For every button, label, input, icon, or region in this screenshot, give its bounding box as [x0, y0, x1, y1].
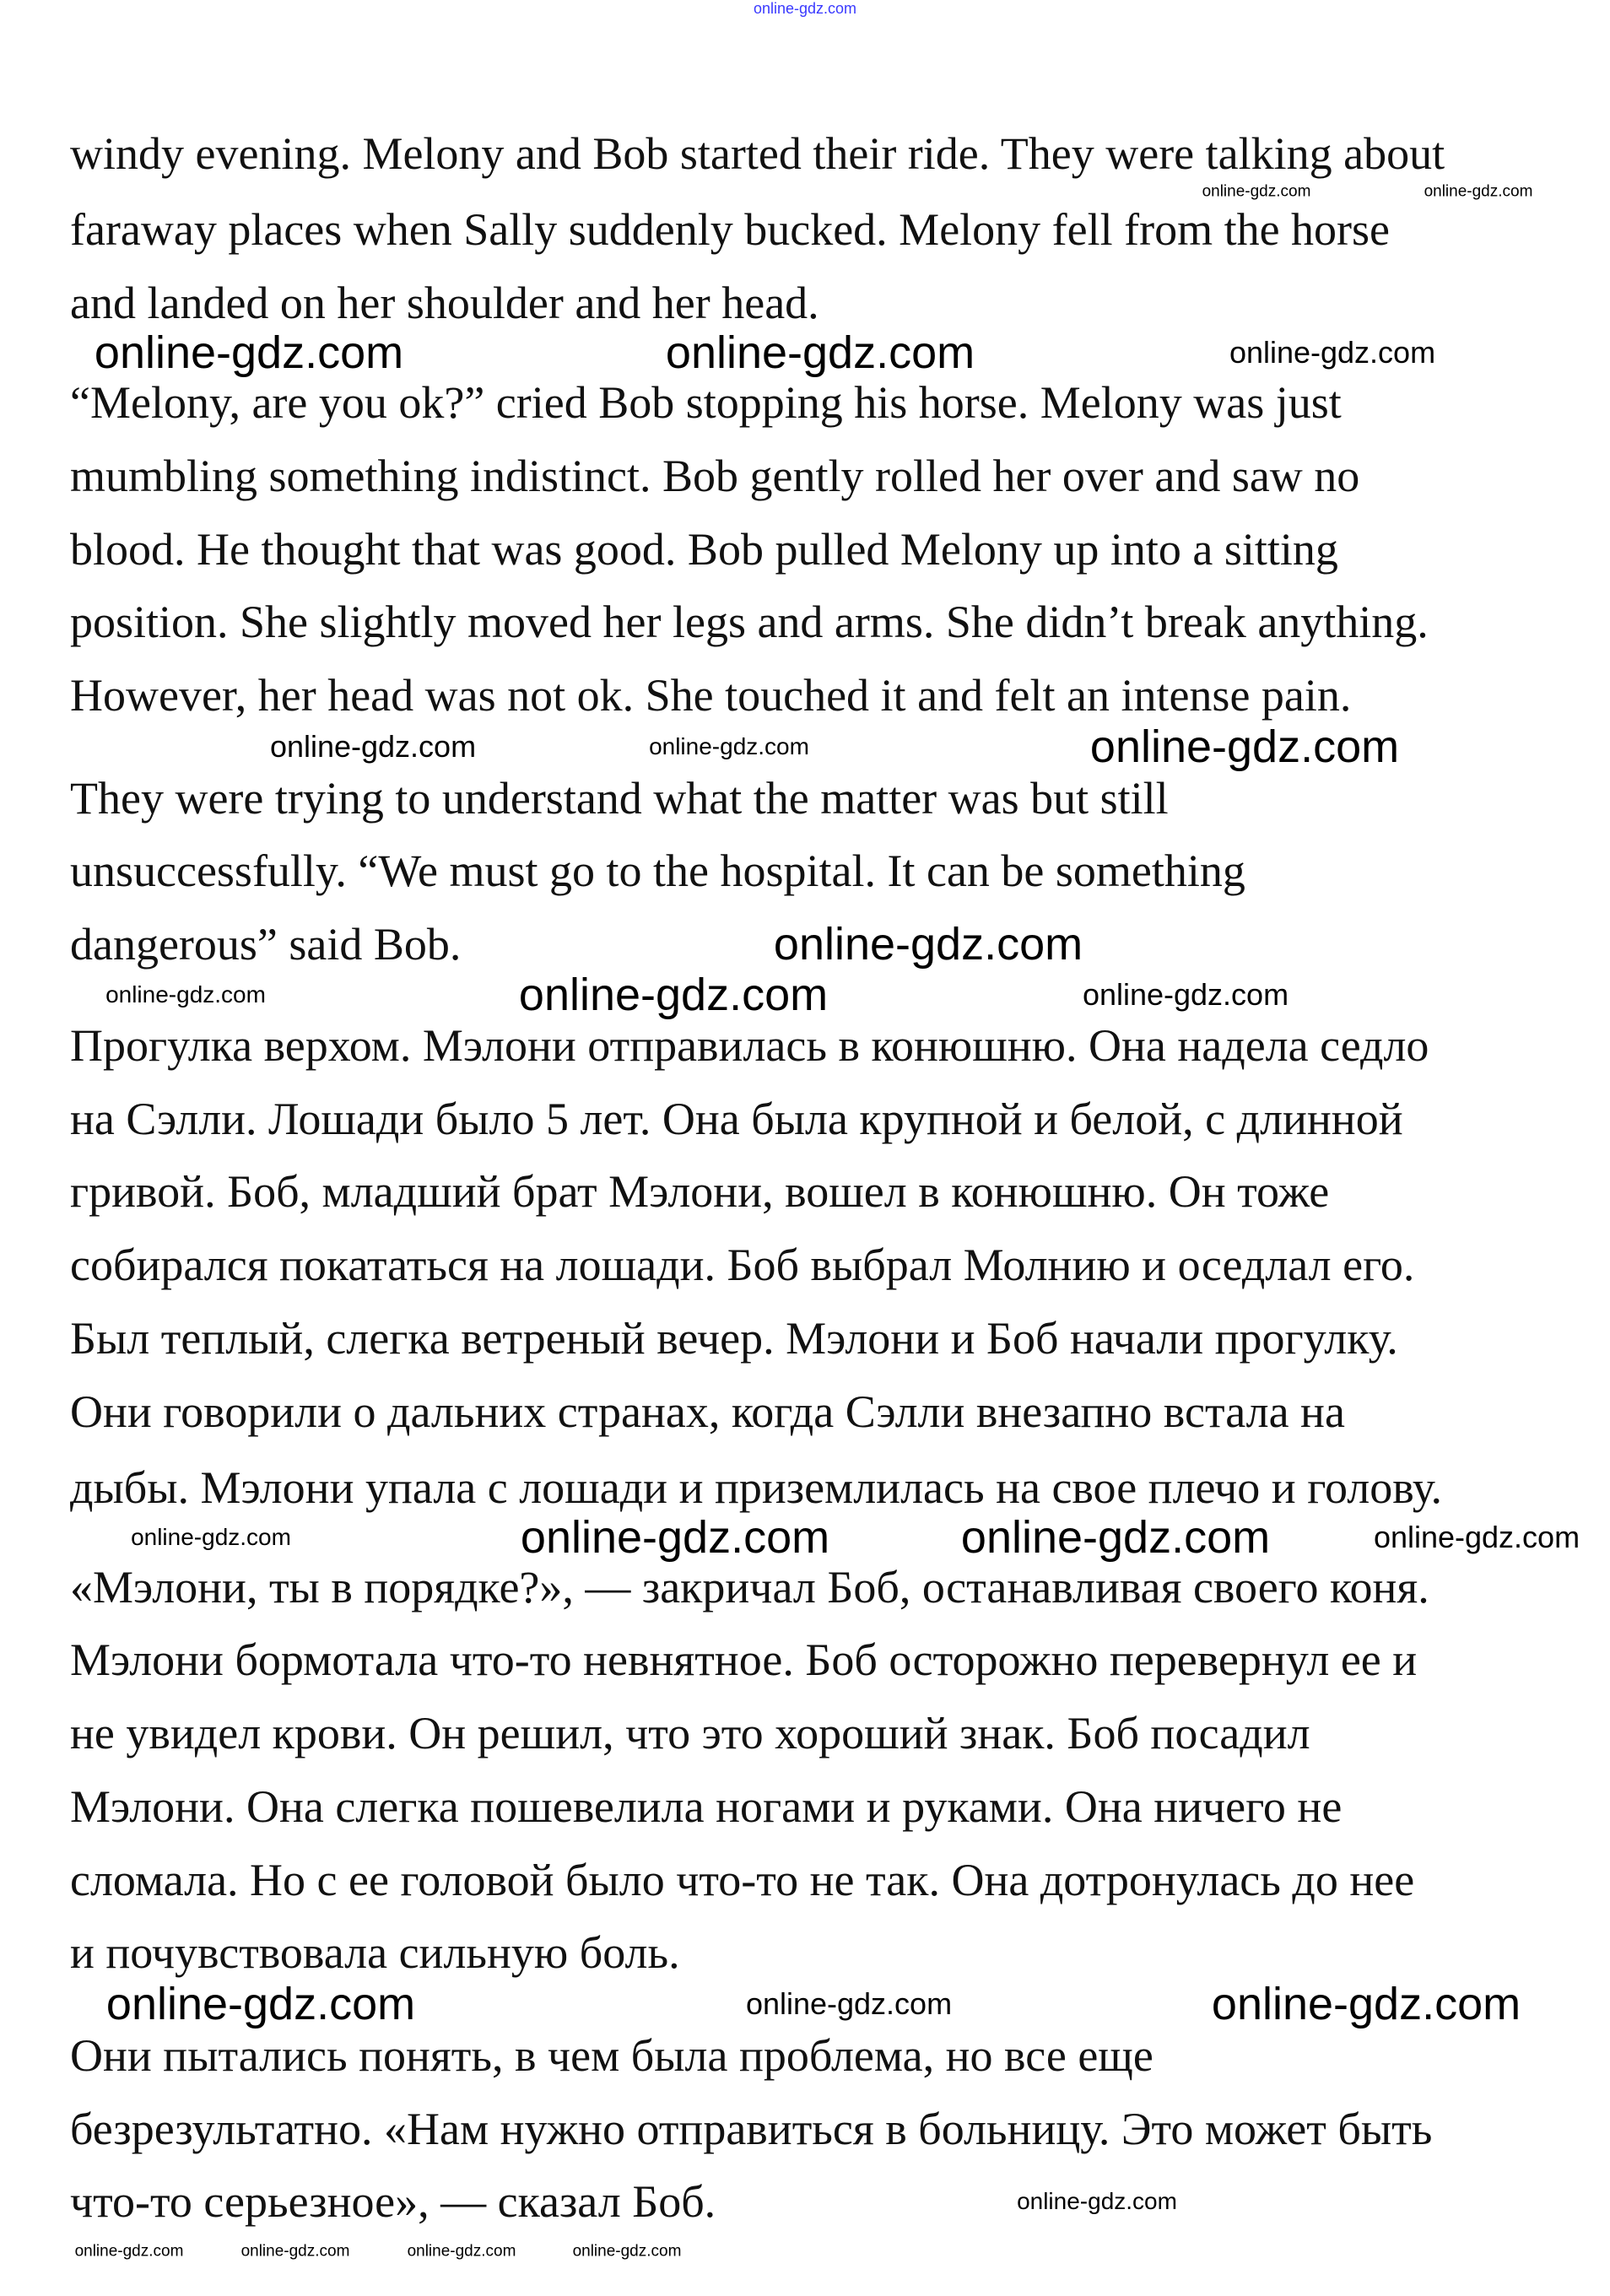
text-line: Мэлони бормотала что-то невнятное. Боб осторожно перевернул ее и: [70, 1634, 1418, 1685]
text-line: They were trying to understand what the matter was but still: [70, 773, 1169, 824]
watermark: online-gdz.com: [407, 2242, 516, 2261]
text-line: “Melony, are you ok?” cried Bob stopping his horse. Melony was just: [70, 377, 1342, 428]
text-line: and landed on her shoulder and her head.: [70, 278, 819, 328]
watermark: online-gdz.com: [753, 0, 857, 17]
text-line: на Сэлли. Лошади было 5 лет. Она была крупной и белой, с длинной: [70, 1094, 1403, 1144]
watermark: online-gdz.com: [649, 733, 809, 759]
text-line: Они говорили о дальних странах, когда Сэлли внезапно встала на: [70, 1386, 1345, 1437]
watermark: online-gdz.com: [665, 327, 975, 378]
watermark: online-gdz.com: [1017, 2188, 1177, 2214]
text-line: However, her head was not ok. She touched it and felt an intense pain.: [70, 670, 1352, 721]
watermark: online-gdz.com: [105, 1979, 416, 2029]
text-line: сломала. Но с ее головой было что-то не так. Она дотронулась до нее: [70, 1855, 1415, 1905]
text-line: windy evening. Melony and Bob started their ride. They were talking about: [70, 128, 1445, 179]
watermark: online-gdz.com: [745, 1986, 953, 2021]
watermark: online-gdz.com: [74, 2242, 184, 2261]
text-line: дыбы. Мэлони упала с лошади и приземлилась на свое плечо и голову.: [70, 1462, 1442, 1513]
text-line: blood. He thought that was good. Bob pulled Melony up into a sitting: [70, 524, 1338, 575]
watermark: online-gdz.com: [131, 1524, 291, 1550]
watermark: online-gdz.com: [1229, 335, 1436, 370]
watermark: online-gdz.com: [1373, 1520, 1580, 1554]
watermark: online-gdz.com: [94, 327, 404, 378]
watermark: online-gdz.com: [773, 919, 1083, 970]
text-line: Прогулка верхом. Мэлони отправилась в конюшню. Она надела седло: [70, 1020, 1429, 1071]
text-line: mumbling something indistinct. Bob gently rolled her over and saw no: [70, 451, 1360, 501]
watermark: online-gdz.com: [960, 1512, 1271, 1563]
text-line: безрезультатно. «Нам нужно отправиться в больницу. Это может быть: [70, 2104, 1433, 2154]
text-line: faraway places when Sally suddenly bucked. Melony fell from the horse: [70, 204, 1391, 255]
text-line: Мэлони. Она слегка пошевелила ногами и руками. Она ничего не: [70, 1781, 1343, 1832]
text-line: dangerous” said Bob.: [70, 919, 462, 970]
watermark: online-gdz.com: [520, 1512, 830, 1563]
text-line: Они пытались понять, в чем была проблема, но все еще: [70, 2030, 1153, 2081]
watermark: online-gdz.com: [1202, 182, 1311, 201]
watermark: online-gdz.com: [1211, 1979, 1521, 2029]
text-line: «Мэлони, ты в порядке?», — закричал Боб, останавливая своего коня.: [70, 1562, 1429, 1613]
text-line: Был теплый, слегка ветреный вечер. Мэлони и Боб начали прогулку.: [70, 1313, 1398, 1364]
text-line: не увидел крови. Он решил, что это хороший знак. Боб посадил: [70, 1708, 1310, 1758]
text-line: unsuccessfully. “We must go to the hospital. It can be something: [70, 845, 1245, 896]
text-line: гривой. Боб, младший брат Мэлони, вошел в конюшню. Он тоже: [70, 1166, 1330, 1217]
watermark: online-gdz.com: [518, 970, 829, 1020]
text-line: и почувствовала сильную боль.: [70, 1927, 680, 1978]
watermark: online-gdz.com: [105, 981, 266, 1008]
watermark: online-gdz.com: [1424, 182, 1533, 201]
watermark: online-gdz.com: [240, 2242, 350, 2261]
text-line: что-то серьезное», — сказал Боб.: [70, 2176, 716, 2227]
text-line: собирался покататься на лошади. Боб выбрал Молнию и оседлал его.: [70, 1240, 1415, 1290]
watermark: online-gdz.com: [1082, 977, 1289, 1012]
watermark: online-gdz.com: [1089, 721, 1400, 772]
text-line: position. She slightly moved her legs and arms. She didn’t break anything.: [70, 597, 1429, 647]
watermark: online-gdz.com: [269, 729, 477, 764]
watermark: online-gdz.com: [572, 2242, 682, 2261]
